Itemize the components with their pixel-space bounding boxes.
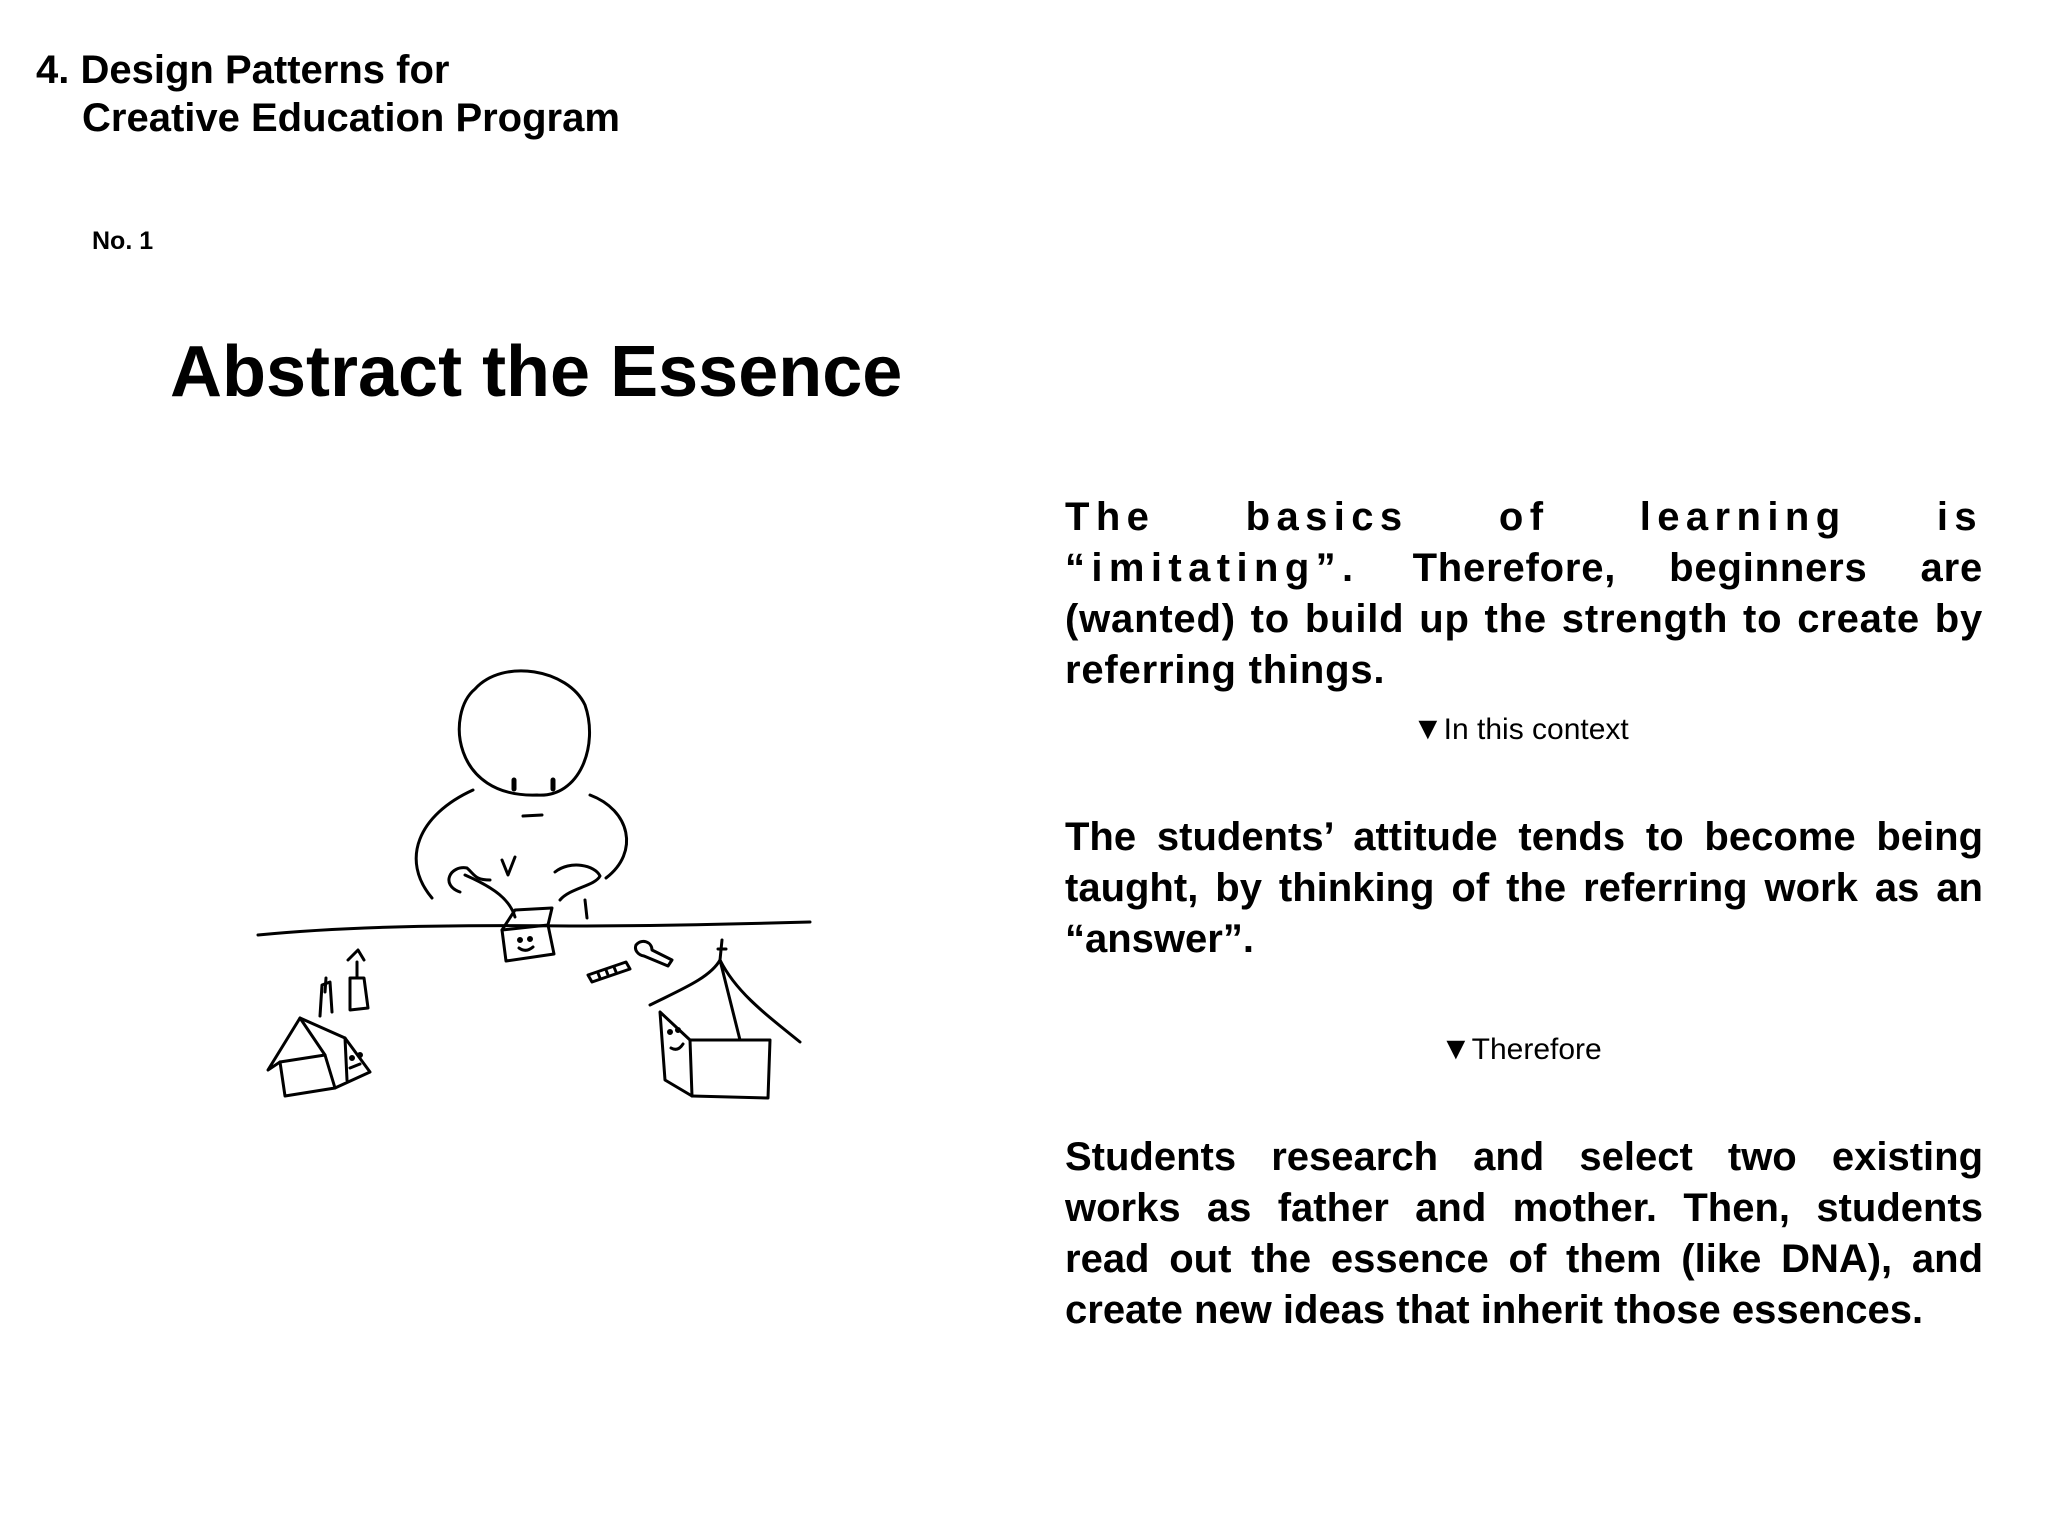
pattern-illustration	[240, 660, 840, 1130]
section-heading-line-2: Creative Education Program	[82, 96, 620, 140]
section-heading	[36, 46, 620, 142]
section-heading-line-1: 4. Design Patterns for	[36, 48, 450, 92]
therefore-label: Therefore	[1471, 1033, 1602, 1066]
pattern-number: No. 1	[92, 227, 154, 255]
small-box-in-hands	[502, 908, 554, 961]
table-drawing	[258, 922, 810, 935]
tool-items	[348, 941, 672, 1010]
context-text-line-1: The basics of learning is “imitating”.	[1065, 495, 1983, 590]
problem-text: The students’ attitude tends to become being taught, by thinking of the referring work as an “answer”.	[1065, 815, 1983, 961]
pattern-title: Abstract the Essence	[170, 332, 903, 412]
left-house-drawing	[268, 978, 370, 1096]
context-text	[1065, 492, 1983, 696]
therefore-connector	[1440, 1030, 1602, 1068]
right-house-drawing	[650, 940, 800, 1098]
in-this-context-label: In this context	[1443, 713, 1629, 746]
down-triangle-icon: ▼	[1412, 710, 1444, 746]
in-this-context-connector	[1412, 710, 1629, 748]
solution-text: Students research and select two existing works as father and mother. Then, students read out the essence of them (like DNA), and create new ideas that inherit those essences.	[1065, 1135, 1983, 1332]
person-drawing	[416, 671, 626, 918]
context-text-rest: Therefore, beginners are (wanted) to build up the strength to create by referring things.	[1065, 546, 1983, 692]
down-triangle-icon: ▼	[1440, 1030, 1472, 1066]
